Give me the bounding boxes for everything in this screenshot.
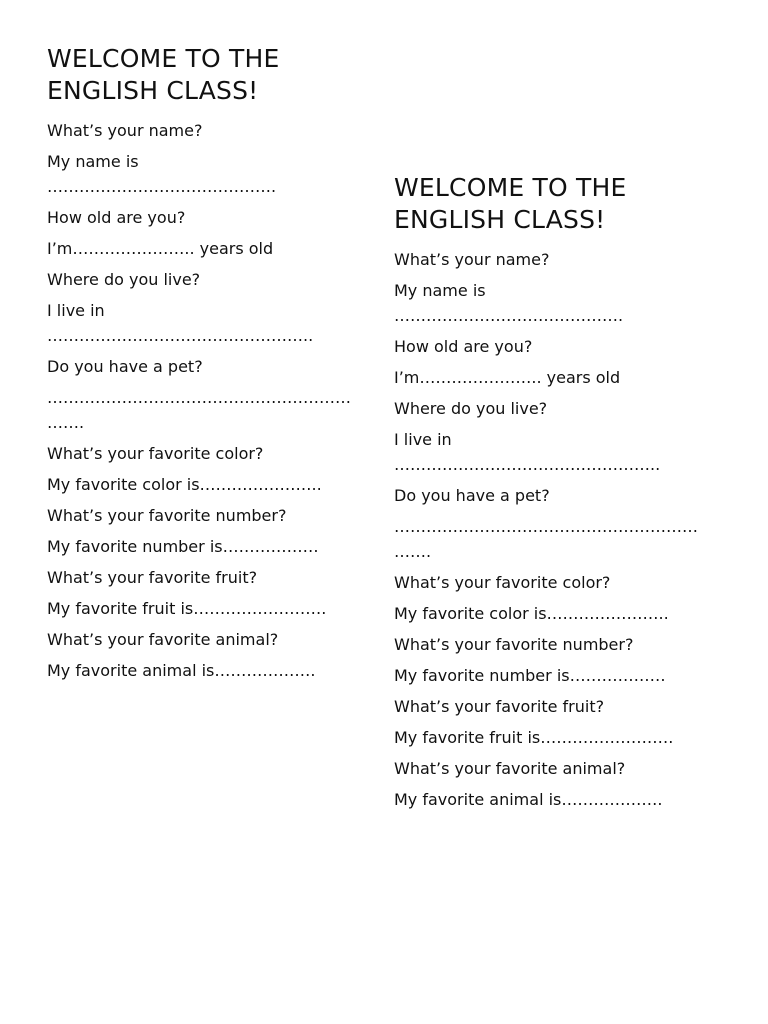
answer-pet: ………………………………………………… ……. [394,517,698,561]
answer-animal: My favorite animal is………………. [394,790,663,809]
answer-live: I live in ………………………………………….. [394,430,661,474]
question-pet: Do you have a pet? [47,357,203,376]
worksheet-title: WELCOME TO THE ENGLISH CLASS! [394,173,627,234]
question-name: What’s your name? [47,121,203,140]
question-fruit: What’s your favorite fruit? [47,568,258,587]
question-color: What’s your favorite color? [47,444,264,463]
answer-name: My name is ……………………………………. [47,152,277,196]
answer-animal: My favorite animal is………………. [47,661,316,680]
answer-color: My favorite color is………………….. [394,604,669,623]
question-pet: Do you have a pet? [394,486,550,505]
answer-age: I’m………………….. years old [394,368,621,387]
answer-name: My name is ……………………………………. [394,281,624,325]
worksheet-title: WELCOME TO THE ENGLISH CLASS! [47,44,280,105]
question-age: How old are you? [47,208,186,227]
answer-fruit: My favorite fruit is……………………. [47,599,327,618]
question-fruit: What’s your favorite fruit? [394,697,605,716]
answer-fruit: My favorite fruit is……………………. [394,728,674,747]
answer-number: My favorite number is……………… [394,666,666,685]
question-age: How old are you? [394,337,533,356]
question-live: Where do you live? [394,399,548,418]
question-number: What’s your favorite number? [394,635,634,654]
question-animal: What’s your favorite animal? [47,630,279,649]
answer-age: I’m………………….. years old [47,239,274,258]
worksheet-lines [47,118,387,683]
question-color: What’s your favorite color? [394,573,611,592]
question-live: Where do you live? [47,270,201,289]
question-name: What’s your name? [394,250,550,269]
answer-live: I live in ………………………………………….. [47,301,314,345]
worksheet-lines [394,247,734,812]
worksheet-right [394,172,734,818]
question-number: What’s your favorite number? [47,506,287,525]
answer-color: My favorite color is………………….. [47,475,322,494]
answer-number: My favorite number is……………… [47,537,319,556]
worksheet-left [47,43,387,689]
question-animal: What’s your favorite animal? [394,759,626,778]
answer-pet: ………………………………………………… ……. [47,388,351,432]
